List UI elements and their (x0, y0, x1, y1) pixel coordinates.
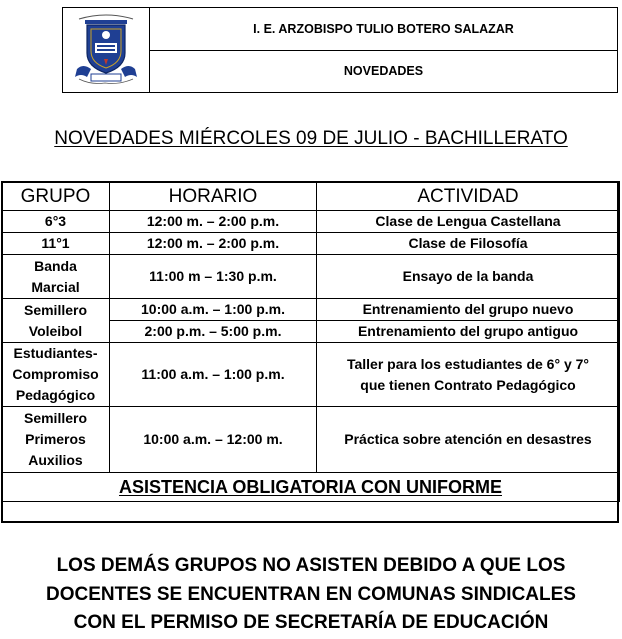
cell-actividad: Clase de Lengua Castellana (317, 211, 620, 233)
notice-line: CON EL PERMISO DE SECRETARÍA DE EDUCACIÓN (73, 612, 549, 633)
column-header-actividad: ACTIVIDAD (317, 182, 620, 211)
notice-line: DOCENTES SE ENCUENTRAN EN COMUNAS SINDICALES (46, 583, 576, 605)
schedule-table (1, 181, 620, 502)
cell-grupo-line: Compromiso (12, 366, 99, 382)
document-header (62, 7, 618, 93)
cell-actividad: Entrenamiento del grupo nuevo (317, 299, 620, 321)
cell-actividad-line: que tienen Contrato Pedagógico (360, 376, 576, 393)
attendance-notice: ASISTENCIA OBLIGATORIA CON UNIFORME (2, 473, 620, 502)
cell-horario: 10:00 a.m. – 12:00 m. (110, 407, 317, 473)
cell-grupo-line: Semillero (23, 301, 88, 318)
cell-grupo-line: Estudiantes- (13, 345, 98, 361)
cell-horario: 12:00 m. – 2:00 p.m. (110, 211, 317, 233)
cell-grupo: 6°3 (2, 211, 110, 233)
table-row (2, 407, 620, 473)
table-row (2, 343, 620, 407)
table-footer-row (2, 473, 620, 502)
logo-cell (63, 8, 150, 93)
column-header-horario: HORARIO (110, 182, 317, 211)
cell-grupo-line: Marcial (31, 278, 80, 295)
cell-grupo-line: Auxilios (28, 452, 83, 468)
cell-actividad (317, 343, 620, 407)
cell-horario: 10:00 a.m. – 1:00 p.m. (110, 299, 317, 321)
cell-actividad-line: Taller para los estudiantes de 6° y 7° (346, 355, 590, 372)
column-header-grupo: GRUPO (2, 182, 110, 211)
cell-grupo-line: Primeros (25, 431, 86, 447)
cell-horario: 11:00 a.m. – 1:00 p.m. (110, 343, 317, 407)
cell-grupo-line: Semillero (23, 410, 88, 426)
table-row (2, 211, 620, 233)
cell-horario: 12:00 m. – 2:00 p.m. (110, 233, 317, 255)
cell-grupo (2, 407, 110, 473)
cell-actividad: Entrenamiento del grupo antiguo (317, 321, 620, 343)
table-row (2, 299, 620, 321)
school-crest-logo (71, 13, 141, 87)
closing-notice (0, 552, 622, 638)
cell-grupo (2, 299, 110, 343)
section-name: NOVEDADES (150, 50, 618, 93)
cell-grupo (2, 255, 110, 299)
cell-actividad: Ensayo de la banda (317, 255, 620, 299)
cell-grupo-line: Voleibol (28, 322, 83, 339)
table-row (2, 233, 620, 255)
cell-grupo (2, 343, 110, 407)
cell-actividad: Clase de Filosofía (317, 233, 620, 255)
page-title: NOVEDADES MIÉRCOLES 09 DE JULIO - BACHILLERATO (54, 128, 568, 149)
cell-horario: 11:00 m – 1:30 p.m. (110, 255, 317, 299)
cell-horario: 2:00 p.m. – 5:00 p.m. (110, 321, 317, 343)
cell-grupo: 11°1 (2, 233, 110, 255)
cell-grupo-line: Banda (34, 257, 77, 274)
table-row (2, 255, 620, 299)
cell-grupo-line: Pedagógico (15, 387, 96, 403)
school-name: I. E. ARZOBISPO TULIO BOTERO SALAZAR (150, 8, 618, 51)
table-header-row (2, 182, 620, 211)
cell-actividad: Práctica sobre atención en desastres (317, 407, 620, 473)
notice-line: LOS DEMÁS GRUPOS NO ASISTEN DEBIDO A QUE LOS (56, 555, 566, 576)
